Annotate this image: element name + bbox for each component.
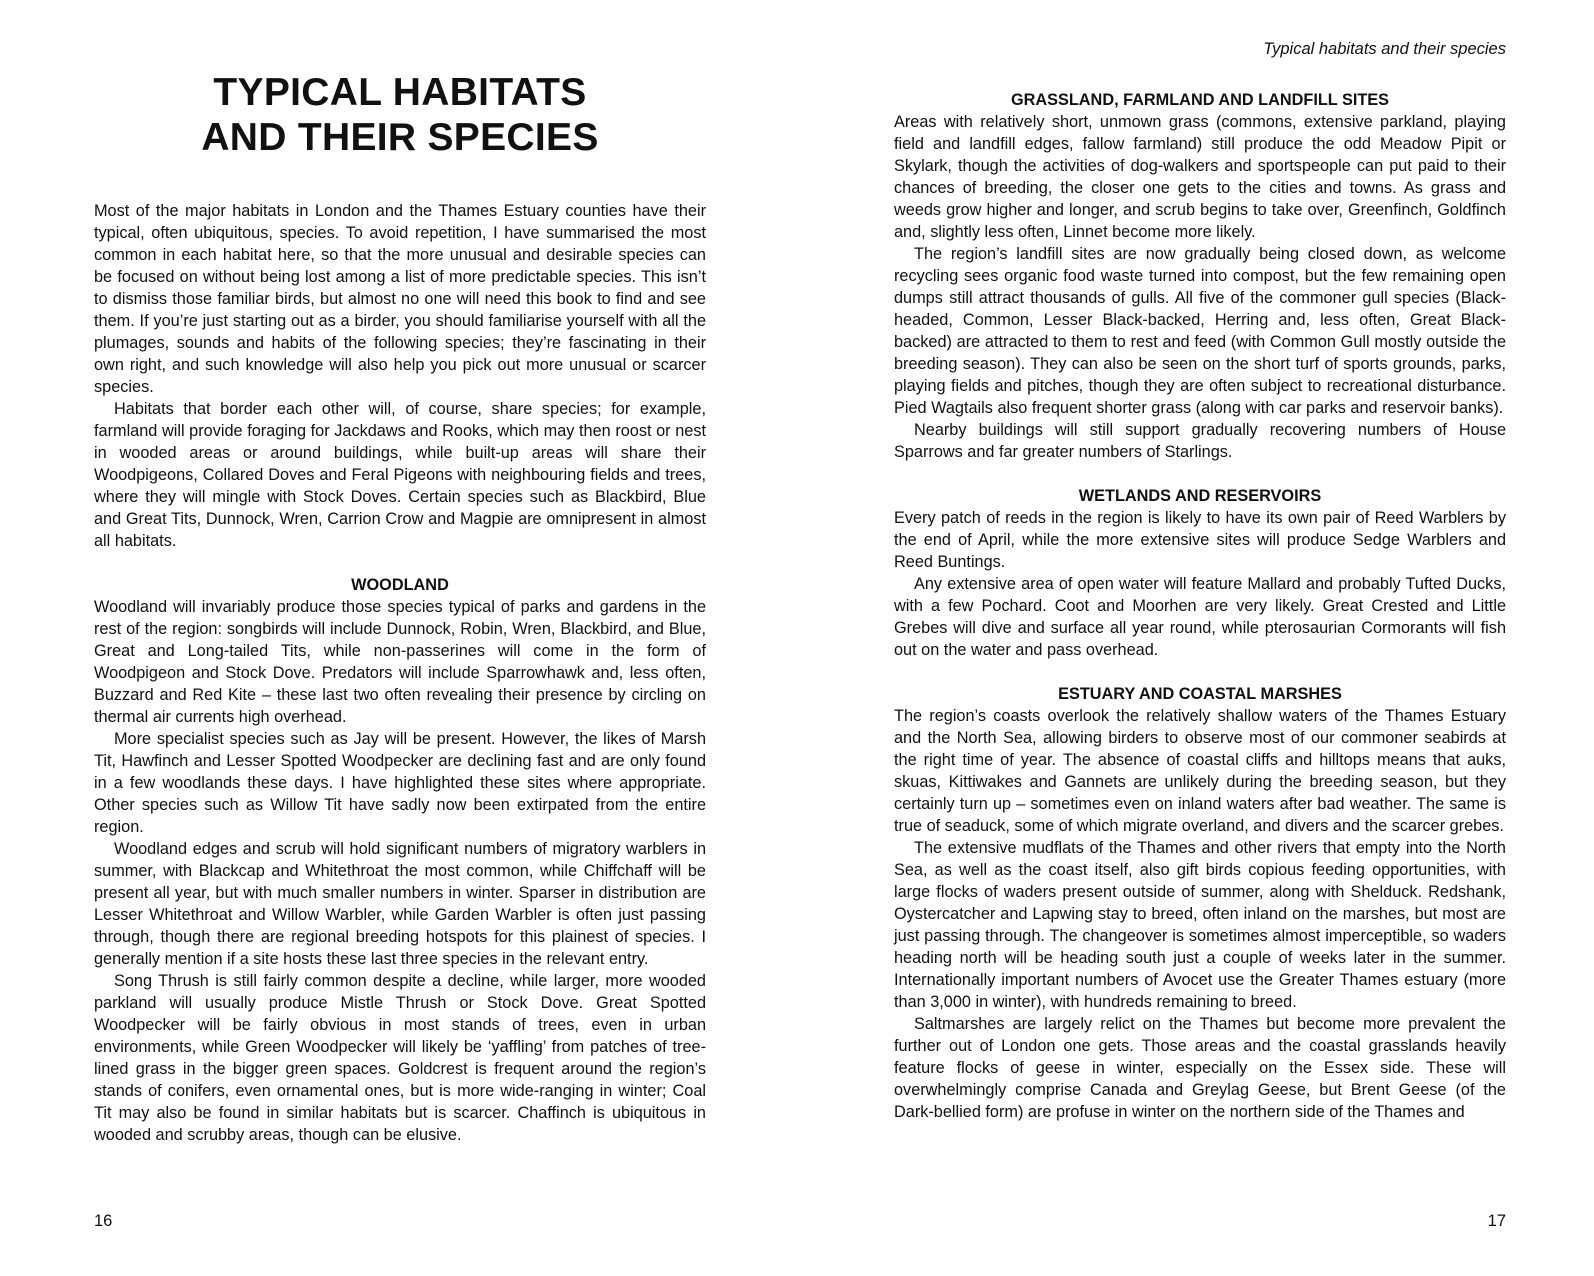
woodland-paragraph: Woodland will invariably produce those species typical of parks and gardens in the rest of the region: songbirds will include Dunnock, Robin, Wren, Blackbird, and Blue, Great and Long-tailed Tits, while non-passerines will come in the form of Woodpigeon and Stock Dove. Predators will include Sparrowhawk and, less often, Buzzard and Red Kite – these last two often revealing their presence by circling on thermal air currents high overhead. xyxy=(94,598,706,726)
chapter-title-line-2: AND THEIR SPECIES xyxy=(201,116,599,159)
chapter-title-line-1: TYPICAL HABITATS xyxy=(213,71,587,114)
estuary-paragraph: The region’s coasts overlook the relatively shallow waters of the Thames Estuary and the North Sea, allowing birders to observe most of our commoner seabirds at the right time of year. The absence of coastal cliffs and hilltops means that auks, skuas, Kittiwakes and Gannets are unlikely during the breeding season, but they certainly turn up – sometimes even on inland waters after bad weather. The same is true of seaduck, some of which migrate overland, and divers and the scarcer grebes. xyxy=(894,707,1506,835)
section-heading-grassland: GRASSLAND, FARMLAND AND LANDFILL SITES xyxy=(1010,91,1390,109)
section-heading-wetlands: WETLANDS AND RESERVOIRS xyxy=(1078,487,1322,505)
section-heading-estuary: ESTUARY AND COASTAL MARSHES xyxy=(1058,685,1342,703)
woodland-paragraph: Song Thrush is still fairly common despite a decline, while larger, more wooded parkland will usually produce Mistle Thrush or Stock Dove. Great Spotted Woodpecker will be fairly obvious in most stands of trees, even in urban environments, while Green Woodpecker will likely be ‘yaffling’ from patches of tree-lined grass in the bigger green spaces. Goldcrest is frequent around the region’s stands of conifers, even ornamental ones, but is more wide-ranging in winter; Coal Tit may also be found in similar habitats but is scarcer. Chaffinch is ubiquitous in wooded and scrubby areas, though can be elusive. xyxy=(94,972,706,1144)
estuary-paragraph: Saltmarshes are largely relict on the Thames but become more prevalent the further out of London one gets. Those areas and the coastal grasslands heavily feature flocks of geese in winter, especially on the Essex side. These will overwhelmingly comprise Canada and Greylag Geese, but Brent Geese (of the Dark-bellied form) are profuse in winter on the northern side of the Thames and xyxy=(894,1015,1506,1121)
grassland-paragraph: The region’s landfill sites are now gradually being closed down, as welcome recycling sees organic food waste turned into compost, but the few remaining open dumps still attract thousands of gulls. All five of the commoner gull species (Black-headed, Common, Lesser Black-backed, Herring and, less often, Great Black-backed) are attracted to them to rest and feed (with Common Gull mostly outside the breeding season). They can also be seen on the short turf of sports grounds, parks, playing fields and pitches, though they are often subject to recreational disturbance. Pied Wagtails also frequent shorter grass (along with car parks and reservoir banks). xyxy=(894,245,1506,417)
intro-paragraph: Habitats that border each other will, of course, share species; for example, farmland will provide foraging for Jackdaws and Rooks, which may then roost or nest in wooded areas or around buildings, while built-up areas will share their Woodpigeons, Collared Doves and Feral Pigeons with neighbouring fields and trees, where they will mingle with Stock Doves. Certain species such as Blackbird, Blue and Great Tits, Dunnock, Wren, Carrion Crow and Magpie are omnipresent in almost all habitats. xyxy=(94,400,706,550)
chapter-title xyxy=(94,70,706,160)
woodland-paragraph: Woodland edges and scrub will hold significant numbers of migratory warblers in summer, with Blackcap and Whitethroat the most common, while Chiffchaff will be present all year, but with much smaller numbers in winter. Sparser in distribution are Lesser Whitethroat and Willow Warbler, while Garden Warbler is often just passing through, though there are regional breeding hotspots for this plainest of species. I generally mention if a site hosts these last three species in the relevant entry. xyxy=(94,840,706,968)
woodland-paragraph: More specialist species such as Jay will be present. However, the likes of Marsh Tit, Hawfinch and Lesser Spotted Woodpecker are declining fast and are only found in a few woodlands these days. I have highlighted these sites where appropriate. Other species such as Willow Tit have sadly now been extirpated from the entire region. xyxy=(94,730,706,836)
running-head: Typical habitats and their species xyxy=(1263,40,1506,58)
page-number-left: 16 xyxy=(94,1212,113,1230)
estuary-paragraph: The extensive mudflats of the Thames and other rivers that empty into the North Sea, as well as the coast itself, also gift birds copious feeding opportunities, with large flocks of waders present outside of summer, along with Shelduck. Redshank, Oystercatcher and Lapwing stay to breed, often inland on the marshes, but most are just passing through. The changeover is sometimes almost imperceptible, so waders heading north will be heading south just a couple of weeks later in the summer. Internationally important numbers of Avocet use the Greater Thames estuary (more than 3,000 in winter), with hundreds remaining to breed. xyxy=(894,839,1506,1011)
page-number-right: 17 xyxy=(1487,1212,1506,1230)
right-page xyxy=(894,0,1506,1276)
intro-paragraph: Most of the major habitats in London and the Thames Estuary counties have their typical, often ubiquitous, species. To avoid repetition, I have summarised the most common in each habitat here, so that the more unusual and desirable species can be focused on without being lost among a list of more predictable species. This isn’t to dismiss those familiar birds, but almost no one will need this book to find and see them. If you’re just starting out as a birder, you should familiarise yourself with all the plumages, sounds and habits of the following species; they’re fascinating in their own right, and such knowledge will also help you pick out more unusual or scarcer species. xyxy=(94,202,706,396)
right-page-body xyxy=(894,89,1506,1123)
section-heading-woodland: WOODLAND xyxy=(351,576,449,594)
wetlands-paragraph: Any extensive area of open water will feature Mallard and probably Tufted Ducks, with a few Pochard. Coot and Moorhen are very likely. Great Crested and Little Grebes will dive and surface all year round, while pterosaurian Cormorants will fish out on the water and pass overhead. xyxy=(894,575,1506,659)
grassland-paragraph: Areas with relatively short, unmown grass (commons, extensive parkland, playing field and landfill edges, fallow farmland) still produce the odd Meadow Pipit or Skylark, though the activities of dog-walkers and sportspeople can put paid to their chances of breeding, the closer one gets to the cities and towns. As grass and weeds grow higher and longer, and scrub begins to take over, Greenfinch, Goldfinch and, slightly less often, Linnet become more likely. xyxy=(894,113,1506,241)
left-page xyxy=(94,0,706,1276)
left-page-body xyxy=(94,200,706,1146)
wetlands-paragraph: Every patch of reeds in the region is likely to have its own pair of Reed Warblers by the end of April, while the more extensive sites will produce Sedge Warblers and Reed Buntings. xyxy=(894,509,1506,571)
grassland-paragraph: Nearby buildings will still support gradually recovering numbers of House Sparrows and far greater numbers of Starlings. xyxy=(894,421,1506,461)
